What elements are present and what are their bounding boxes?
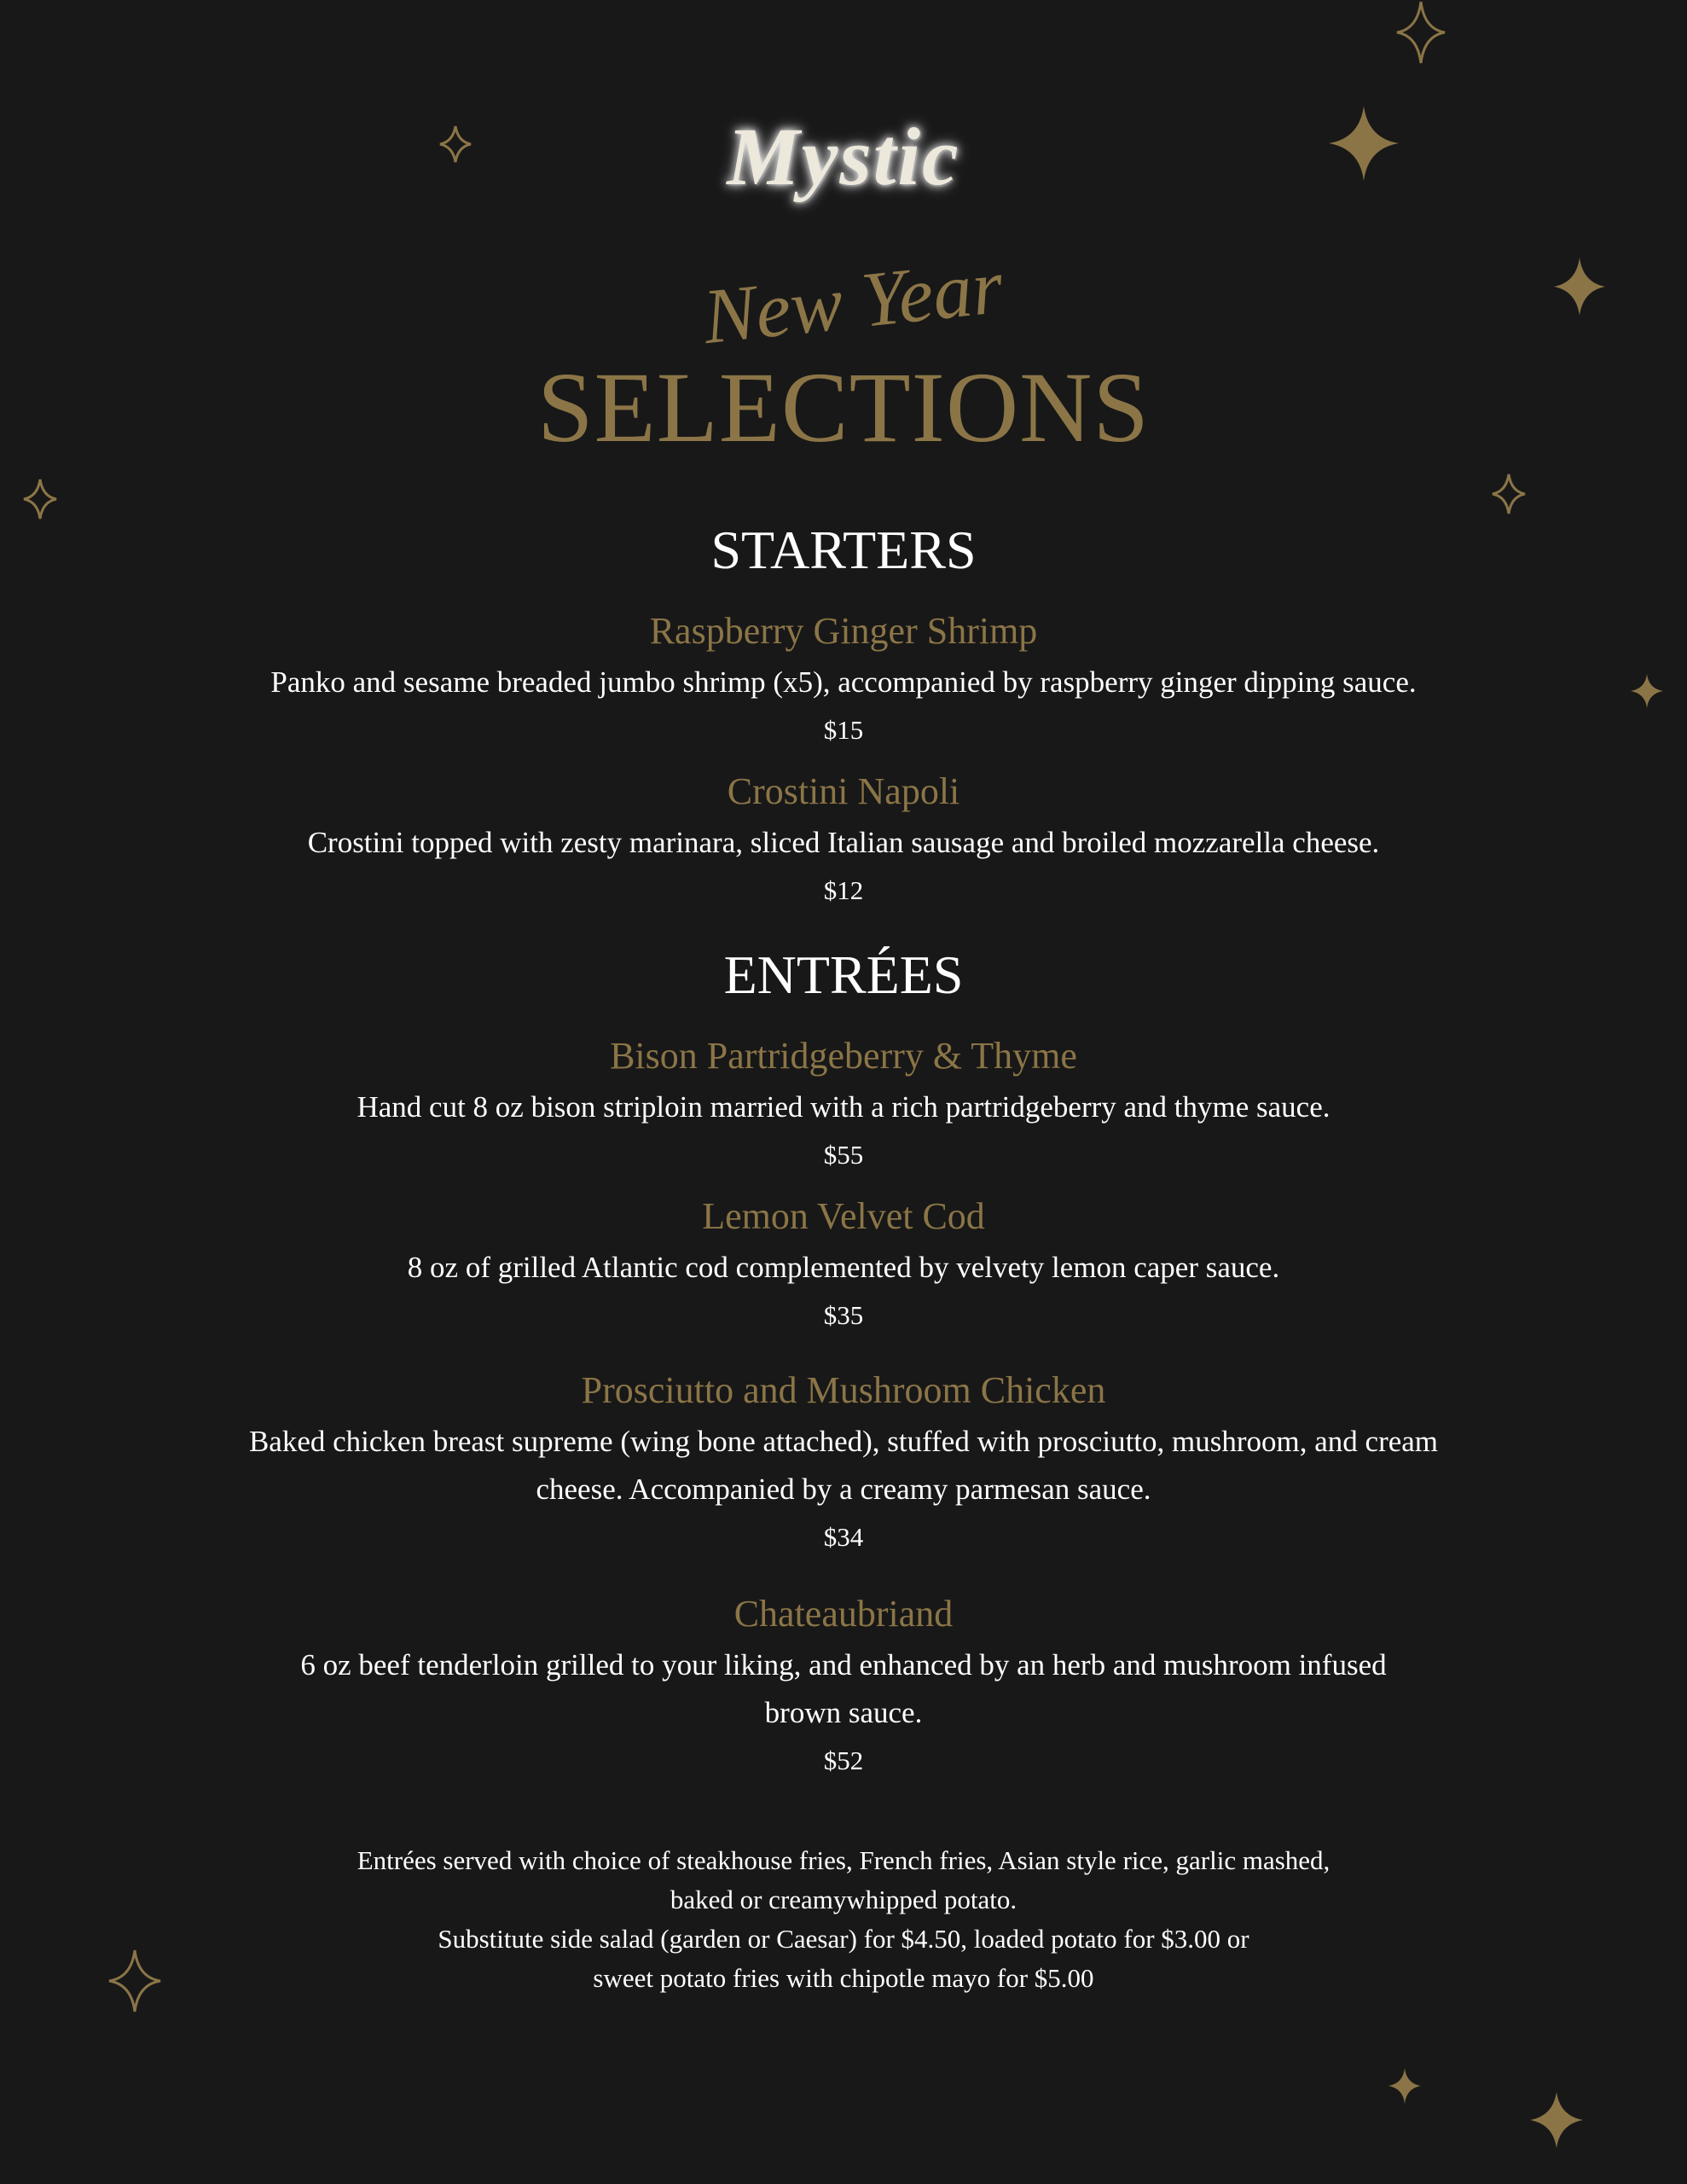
- page-title: SELECTIONS: [537, 351, 1150, 463]
- menu-item-price: $12: [823, 875, 864, 905]
- note-line: sweet potato fries with chipotle mayo for $5.00: [593, 1963, 1094, 1993]
- menu-item-name: Raspberry Ginger Shrimp: [649, 610, 1038, 652]
- menu-item-description: Baked chicken breast supreme (wing bone attached), stuffed with prosciutto, mushroom, and cream: [248, 1425, 1439, 1458]
- menu-item-name: Bison Partridgeberry & Thyme: [610, 1035, 1077, 1077]
- menu-item-description: Crostini topped with zesty marinara, sliced Italian sausage and broiled mozzarella cheese.: [307, 826, 1380, 859]
- menu-item-description: cheese. Accompanied by a creamy parmesan sauce.: [536, 1472, 1151, 1506]
- note-line: baked or creamywhipped potato.: [670, 1885, 1017, 1914]
- menu-item-description: 6 oz beef tenderloin grilled to your liking, and enhanced by an herb and mushroom infused: [300, 1648, 1387, 1682]
- menu-item-name: Lemon Velvet Cod: [702, 1195, 985, 1237]
- sparkle-icon: [1554, 258, 1605, 316]
- menu-item-name: Crostini Napoli: [727, 770, 960, 812]
- note-line: Entrées served with choice of steakhouse fries, French fries, Asian style rice, garlic mashed,: [357, 1845, 1330, 1875]
- sparkle-icon: [1388, 2068, 1421, 2104]
- sparkle-icon: [1491, 473, 1527, 515]
- menu-item-price: $55: [823, 1140, 864, 1170]
- menu-item-price: $34: [823, 1522, 864, 1552]
- section-title-entrees: ENTRÉES: [723, 944, 964, 1005]
- note-line: Substitute side salad (garden or Caesar) for $4.50, loaded potato for $3.00 or: [438, 1924, 1249, 1954]
- brand-logo: Mystic: [727, 111, 960, 202]
- menu-item-description: 8 oz of grilled Atlantic cod complemented by velvety lemon caper sauce.: [407, 1251, 1280, 1284]
- sparkle-icon: [1530, 2092, 1583, 2148]
- menu-item-description: Panko and sesame breaded jumbo shrimp (x5), accompanied by raspberry ginger dipping sauce.: [270, 665, 1417, 699]
- menu-item-name: Prosciutto and Mushroom Chicken: [581, 1369, 1106, 1411]
- sparkle-icon: [1395, 0, 1446, 65]
- sparkle-icon: [22, 478, 58, 520]
- section-title-starters: STARTERS: [710, 520, 977, 580]
- menu-item-description: Hand cut 8 oz bison striploin married with a rich partridgeberry and thyme sauce.: [357, 1090, 1330, 1124]
- menu-item-price: $52: [823, 1745, 864, 1775]
- menu-item-name: Chateaubriand: [733, 1593, 954, 1635]
- sides-note: [0, 1841, 1687, 1998]
- menu-item-price: $15: [823, 715, 864, 745]
- menu-item-description: brown sauce.: [764, 1696, 923, 1729]
- menu-item-price: $35: [823, 1300, 864, 1330]
- script-subtitle: New Year: [699, 241, 1007, 361]
